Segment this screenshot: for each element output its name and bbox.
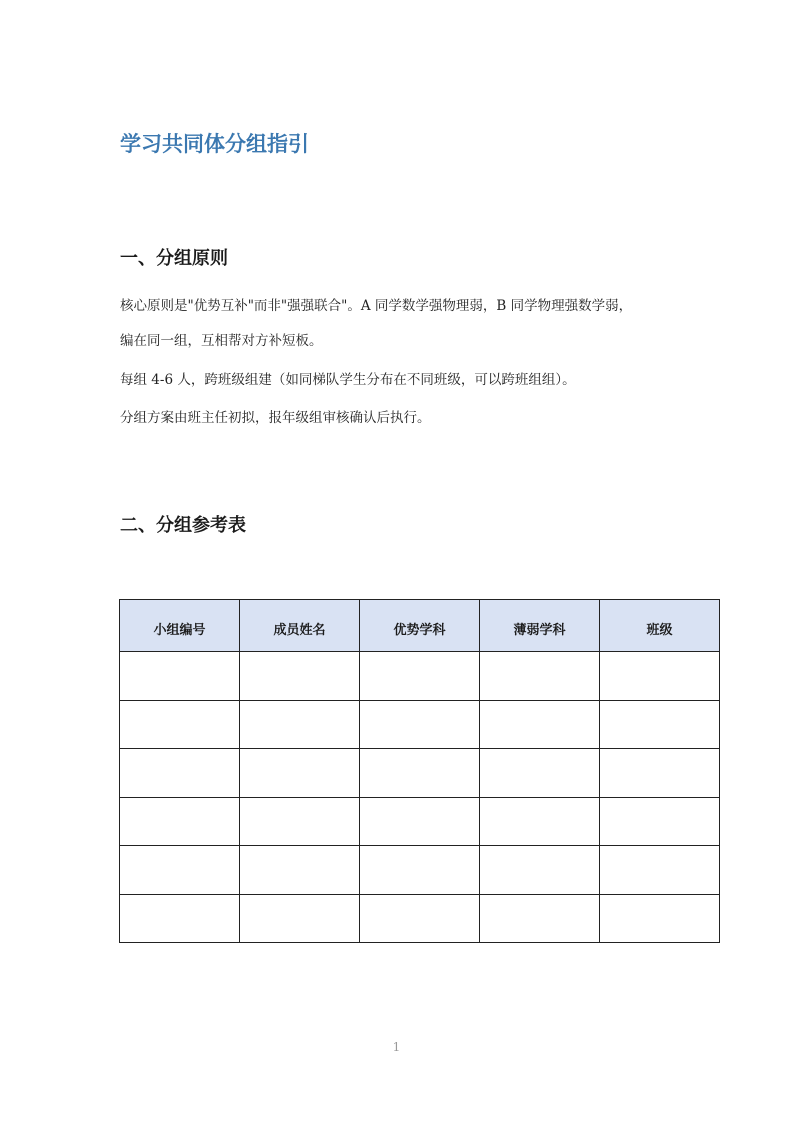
grouping-reference-table xyxy=(119,599,720,943)
table-header-row xyxy=(120,600,720,652)
table-cell[interactable] xyxy=(600,700,720,749)
paragraph: 分组方案由班主任初拟，报年级组审核确认后执行。 xyxy=(120,410,431,426)
table-cell[interactable] xyxy=(120,749,240,798)
table-cell[interactable] xyxy=(600,894,720,943)
table-cell[interactable] xyxy=(240,846,360,895)
column-header-class: 班级 xyxy=(600,600,720,652)
column-header-group-id: 小组编号 xyxy=(120,600,240,652)
table-row xyxy=(120,749,720,798)
paragraph: 每组 4-6 人，跨班级组建（如同梯队学生分布在不同班级，可以跨班组组）。 xyxy=(120,372,576,388)
table-cell[interactable] xyxy=(480,797,600,846)
section-heading-principles: 一、分组原则 xyxy=(120,248,228,269)
table-cell[interactable] xyxy=(600,749,720,798)
table-cell[interactable] xyxy=(600,652,720,701)
table-row xyxy=(120,700,720,749)
table-cell[interactable] xyxy=(240,749,360,798)
table-cell[interactable] xyxy=(240,797,360,846)
table-cell[interactable] xyxy=(360,652,480,701)
table-cell[interactable] xyxy=(120,652,240,701)
table-cell[interactable] xyxy=(480,749,600,798)
table-cell[interactable] xyxy=(360,846,480,895)
table-cell[interactable] xyxy=(480,700,600,749)
table-cell[interactable] xyxy=(240,652,360,701)
page-number: 1 xyxy=(392,1040,401,1054)
column-header-strong-subject: 优势学科 xyxy=(360,600,480,652)
table-cell[interactable] xyxy=(120,894,240,943)
section-heading-reference-table: 二、分组参考表 xyxy=(120,515,246,536)
table-row xyxy=(120,797,720,846)
table-row xyxy=(120,846,720,895)
table-cell[interactable] xyxy=(480,846,600,895)
table-cell[interactable] xyxy=(360,894,480,943)
table-cell[interactable] xyxy=(480,894,600,943)
table-cell[interactable] xyxy=(360,797,480,846)
table-cell[interactable] xyxy=(240,894,360,943)
table-cell[interactable] xyxy=(120,846,240,895)
table-cell[interactable] xyxy=(120,797,240,846)
table-cell[interactable] xyxy=(360,749,480,798)
table-cell[interactable] xyxy=(480,652,600,701)
document-title: 学习共同体分组指引 xyxy=(120,132,309,156)
table-cell[interactable] xyxy=(600,797,720,846)
table-cell[interactable] xyxy=(120,700,240,749)
column-header-member-names: 成员姓名 xyxy=(240,600,360,652)
column-header-weak-subject: 薄弱学科 xyxy=(480,600,600,652)
paragraph: 核心原则是"优势互补"而非"强强联合"。A 同学数学强物理弱，B 同学物理强数学弱， xyxy=(120,298,633,314)
table-cell[interactable] xyxy=(240,700,360,749)
table-cell[interactable] xyxy=(360,700,480,749)
table-row xyxy=(120,652,720,701)
paragraph: 编在同一组，互相帮对方补短板。 xyxy=(120,333,323,349)
table-cell[interactable] xyxy=(600,846,720,895)
table-row xyxy=(120,894,720,943)
